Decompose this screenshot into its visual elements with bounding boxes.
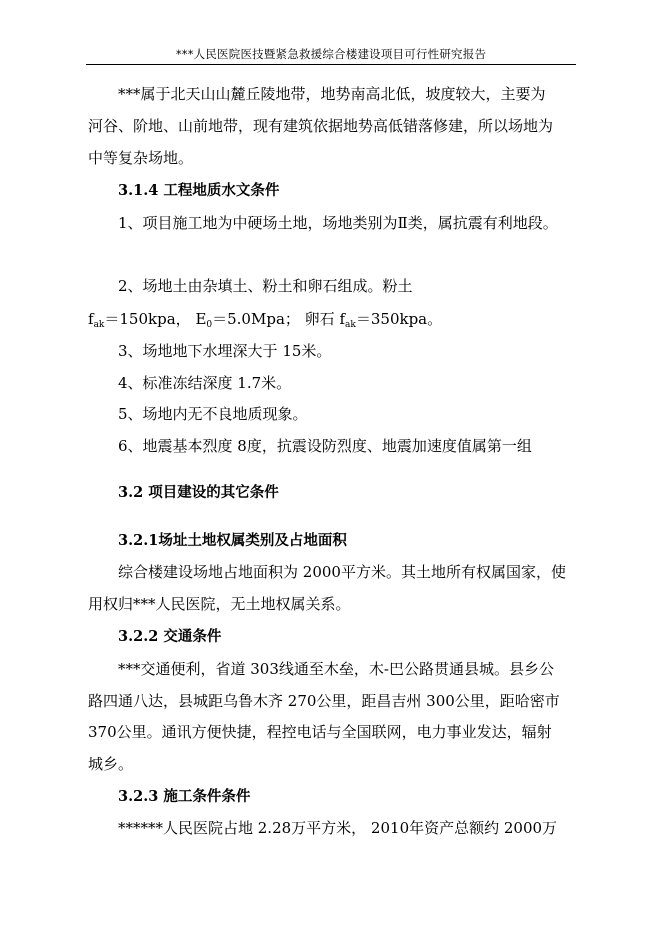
formula-f: f [88, 310, 94, 328]
section-heading-3-2-1: 3.2.1场址土地权属类别及占地面积 [118, 532, 347, 549]
section-heading-3-2-3: 3.2.3 施工条件条件 [118, 788, 251, 805]
paragraph-line: 370公里。通讯方便快捷，程控电话与全国联网，电力事业发达，辐射 [88, 723, 552, 741]
formula-f2-value: ＝350kpa。 [355, 310, 443, 328]
formula-e-sub: 0 [206, 320, 213, 330]
paragraph-line: ******人民医院占地 2.28万平方米， 2010年资产总额约 2000万 [118, 819, 558, 837]
paragraph-line: ***交通便利，省道 303线通至木垒，木-巴公路贯通县城。县乡公 [118, 660, 554, 678]
formula-f2-sub: ak [345, 320, 356, 330]
section-heading-3-1-4: 3.1.4 工程地质水文条件 [118, 182, 280, 199]
formula-e: E [195, 310, 207, 328]
formula-pebble: 卵石 [304, 310, 335, 328]
paragraph-line: 河谷、阶地、山前地带，现有建筑依据地势高低错落修建，所以场地为 [88, 117, 554, 135]
header-rule [86, 64, 576, 65]
formula-f-sub: ak [93, 320, 105, 330]
paragraph-line: 中等复杂场地。 [88, 149, 194, 167]
list-item: 1、项目施工地为中硬场土地，场地类别为Ⅱ类，属抗震有利地段。 [118, 214, 558, 232]
list-item: 3、场地地下水埋深大于 15米。 [118, 342, 332, 360]
list-item: 6、地震基本烈度 8度，抗震设防烈度、地震加速度值属第一组 [118, 437, 532, 455]
section-heading-3-2-2: 3.2.2 交通条件 [118, 628, 222, 645]
list-item: 2、场地土由杂填土、粉土和卵石组成。粉土 [118, 277, 413, 295]
list-item: 4、标准冻结深度 1.7米。 [118, 374, 292, 392]
formula-e-value: ＝5.0Mpa； [212, 310, 300, 328]
formula-f2: f [339, 310, 346, 328]
paragraph-line: 城乡。 [88, 755, 134, 773]
formula-line [88, 309, 442, 335]
paragraph-line: 路四通八达，县城距乌鲁木齐 270公里，距昌吉州 300公里，距哈密市 [88, 692, 560, 710]
paragraph-line: 用权归***人民医院，无土地权属关系。 [88, 595, 351, 613]
formula-f-value: ＝150kpa， [104, 310, 191, 328]
paragraph-line: 综合楼建设场地占地面积为 2000平方米。其土地所有权属国家，使 [118, 563, 566, 581]
paragraph-line: ***属于北天山山麓丘陵地带，地势南高北低，坡度较大，主要为 [118, 85, 546, 103]
list-item: 5、场地内无不良地质现象。 [118, 405, 308, 423]
section-heading-3-2: 3.2 项目建设的其它条件 [118, 484, 279, 501]
page-header-title: ***人民医院医技暨紧急救援综合楼建设项目可行性研究报告 [175, 47, 487, 61]
